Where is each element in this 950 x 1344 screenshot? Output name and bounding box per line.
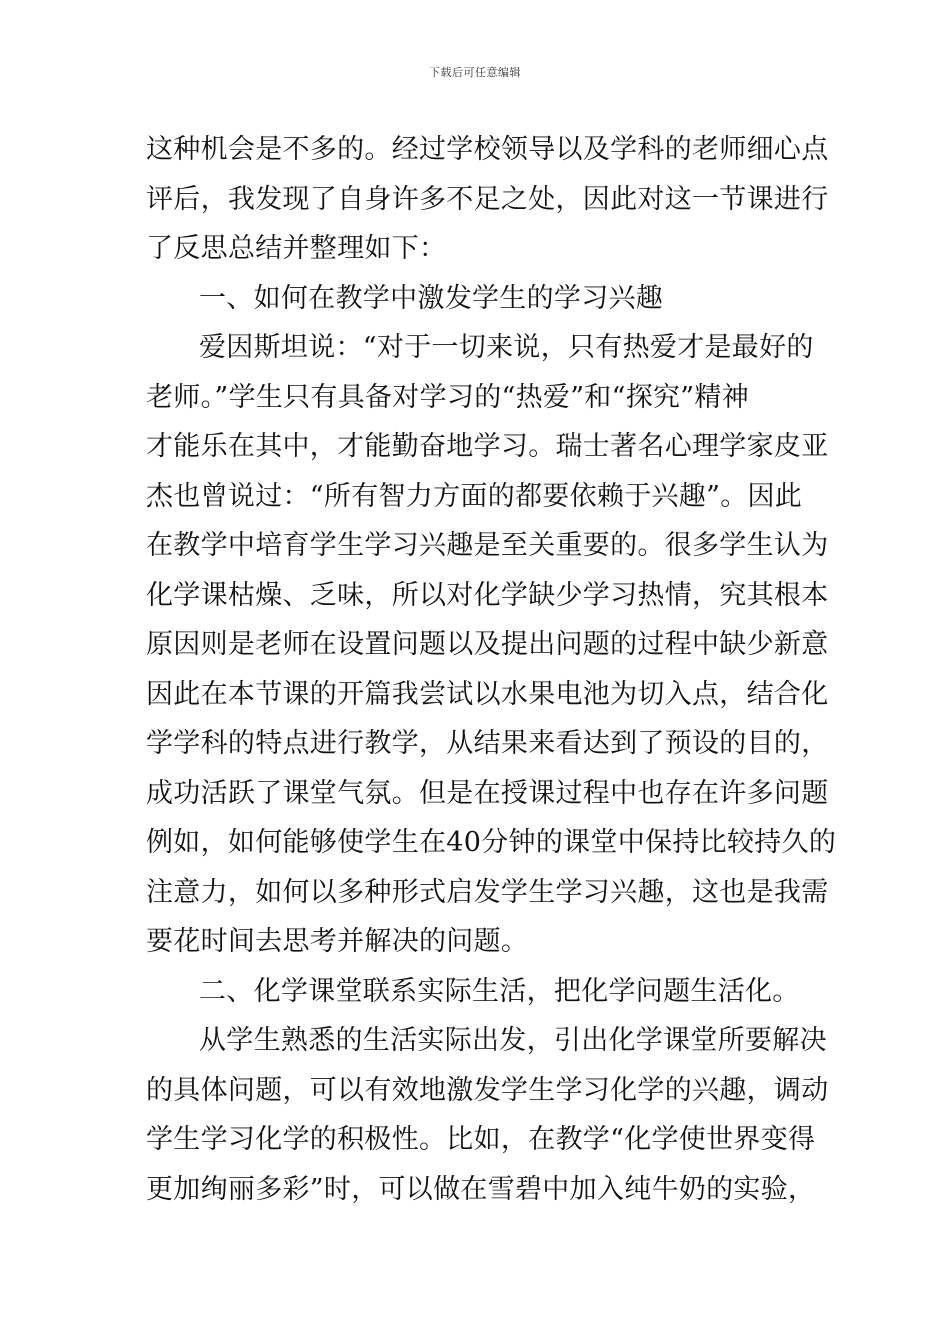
page-header-note: 下载后可任意编辑 xyxy=(429,66,521,79)
text-line: 老师。”学生只有具备对学习的“热爱”和“探究”精神 xyxy=(146,381,750,413)
text-line: 这种机会是不多的。经过学校领导以及学科的老师细心点 xyxy=(146,134,829,165)
text-line: 学生学习化学的积极性。比如，在教学“化学使世界变得 xyxy=(146,1124,816,1155)
text-line: 评后，我发现了自身许多不足之处，因此对这一节课进行 xyxy=(146,183,829,215)
text-line: 学学科的特点进行教学，从结果来看达到了预设的目的， xyxy=(146,728,829,759)
text-line: 爱因斯坦说：“对于一切来说，只有热爱才是最好的 xyxy=(199,332,814,363)
section-heading-2: 二、化学课堂联系实际生活，把化学问题生活化。 xyxy=(199,975,800,1007)
text-line: 了反思总结并整理如下： xyxy=(146,233,447,264)
text-line: 杰也曾说过：“所有智力方面的都要依赖于兴趣”。因此 xyxy=(146,480,803,512)
text-line: 的具体问题，可以有效地激发学生学习化学的兴趣，调动 xyxy=(146,1074,829,1106)
text-line: 化学课枯燥、乏味，所以对化学缺少学习热情，究其根本 xyxy=(146,579,829,611)
text-line: 要花时间去思考并解决的问题。 xyxy=(146,926,529,957)
text-line: 在教学中培育学生学习兴趣是至关重要的。很多学生认为 xyxy=(146,530,829,561)
document-body xyxy=(146,125,837,1214)
text-line: 因此在本节课的开篇我尝试以水果电池为切入点，结合化 xyxy=(146,678,829,710)
section-heading-1: 一、如何在教学中激发学生的学习兴趣 xyxy=(199,282,664,314)
text-line: 注意力，如何以多种形式启发学生学习兴趣，这也是我需 xyxy=(146,876,829,908)
text-line: 原因则是老师在设置问题以及提出问题的过程中缺少新意 xyxy=(146,629,829,660)
text-line: 例如，如何能够使学生在40分钟的课堂中保持比较持久的 xyxy=(146,827,837,858)
text-line: 才能乐在其中，才能勤奋地学习。瑞士著名心理学家皮亚 xyxy=(146,431,829,462)
text-line: 更加绚丽多彩”时，可以做在雪碧中加入纯牛奶的实验， xyxy=(146,1173,816,1205)
text-line: 从学生熟悉的生活实际出发，引出化学课堂所要解决 xyxy=(199,1025,827,1056)
text-line: 成功活跃了课堂气氛。但是在授课过程中也存在许多问题 xyxy=(146,777,829,809)
